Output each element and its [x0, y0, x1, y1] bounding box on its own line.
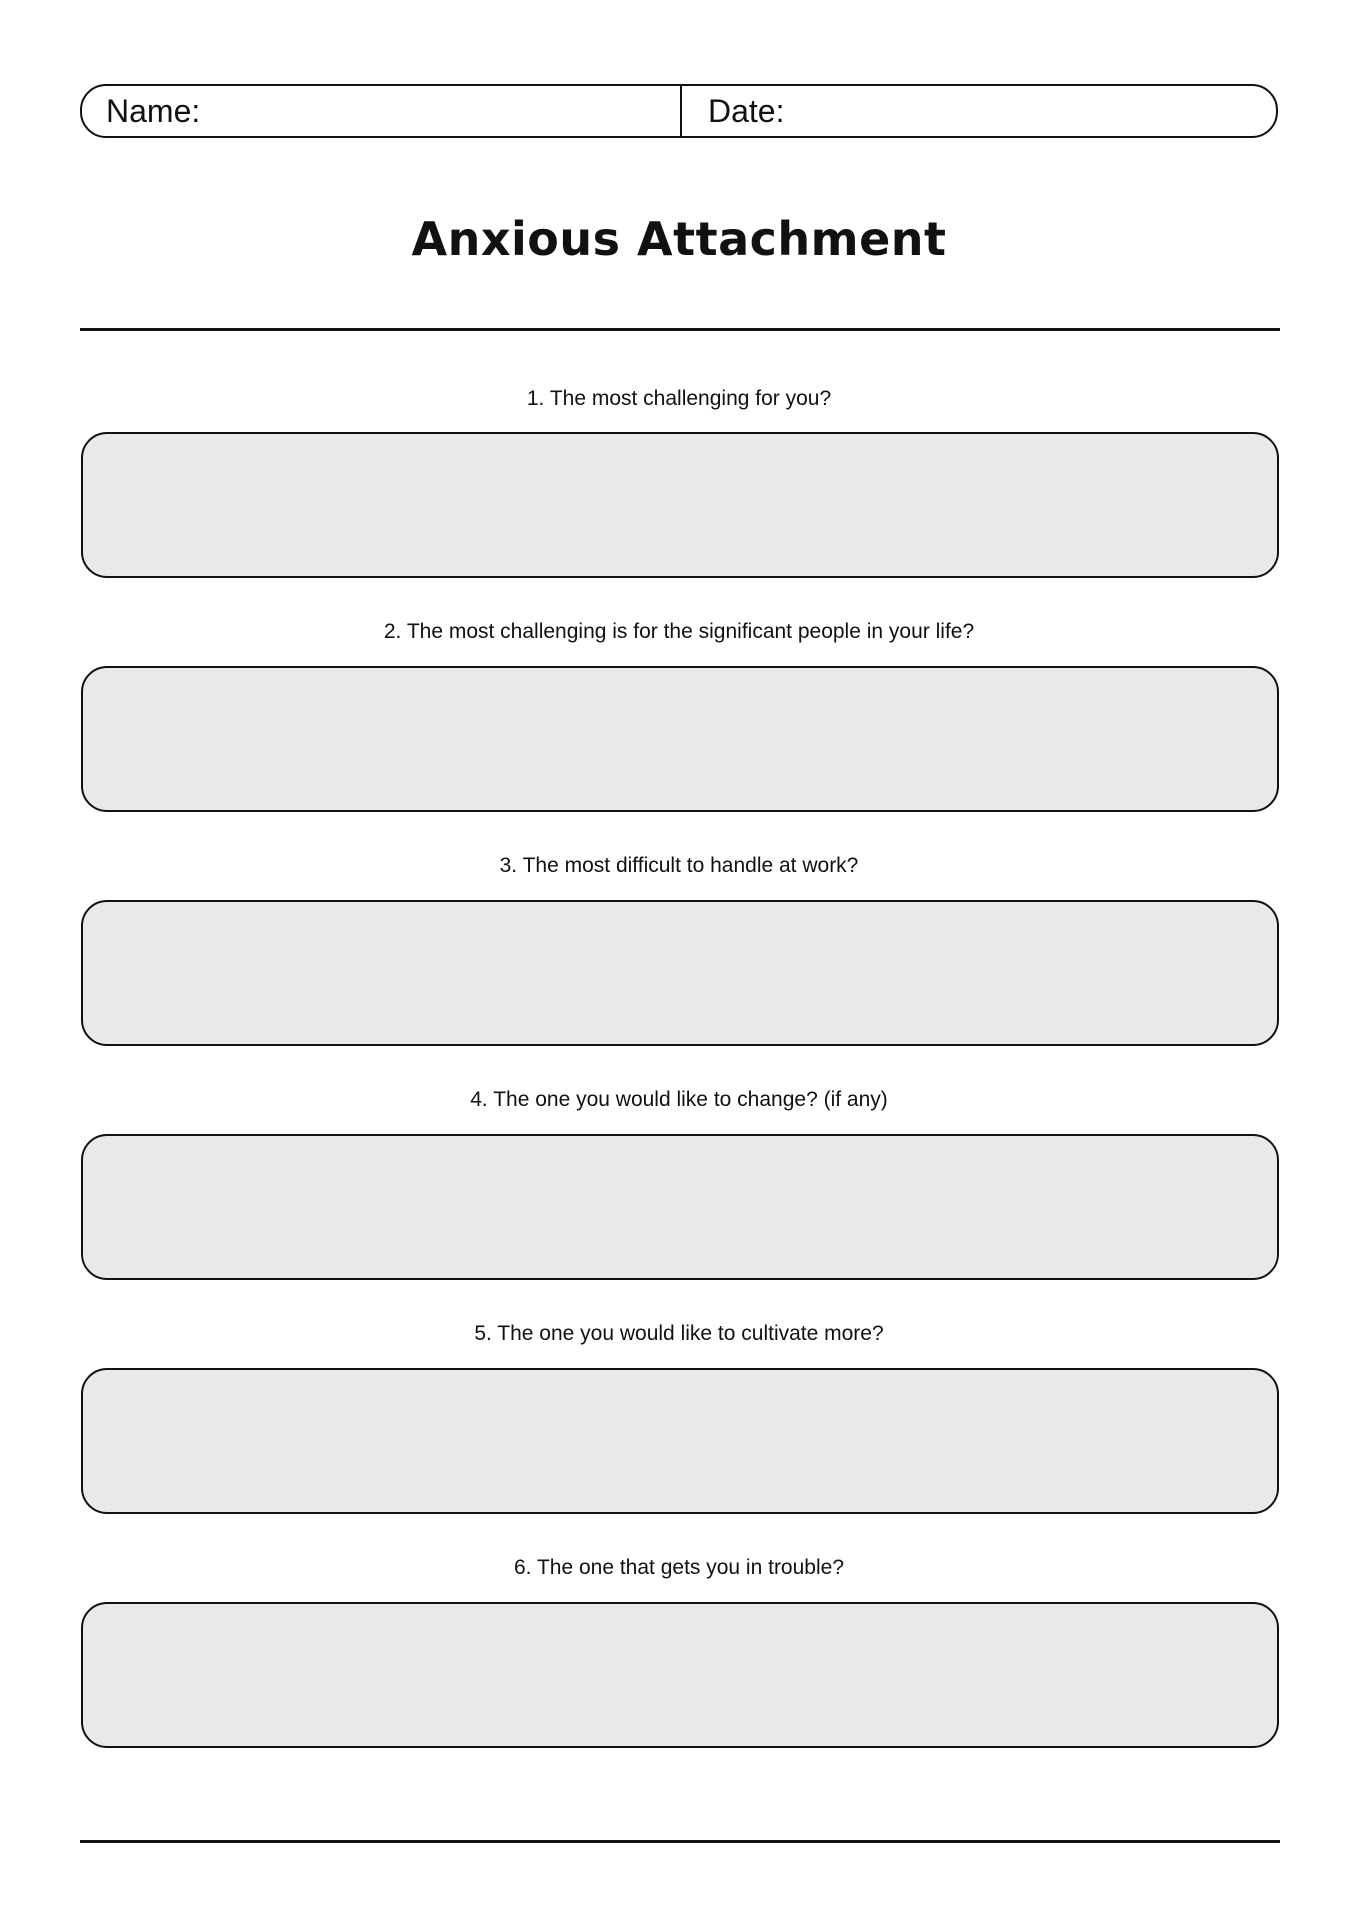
name-field[interactable] — [82, 86, 682, 136]
question-6-answer-box[interactable] — [81, 1602, 1279, 1748]
question-1-label: 1. The most challenging for you? — [526, 387, 832, 410]
question-6-label: 6. The one that gets you in trouble? — [513, 1556, 844, 1579]
page-title: Anxious Attachment — [411, 212, 947, 266]
question-5-answer-box[interactable] — [81, 1368, 1279, 1514]
question-1-answer-box[interactable] — [81, 432, 1279, 578]
date-field[interactable] — [682, 86, 1276, 136]
date-label: Date: — [708, 92, 785, 129]
question-4-label: 4. The one you would like to change? (if any) — [470, 1088, 888, 1111]
question-5-label: 5. The one you would like to cultivate more? — [474, 1322, 884, 1345]
question-3-label: 3. The most difficult to handle at work? — [499, 854, 859, 877]
question-2-label: 2. The most challenging is for the significant people in your life? — [383, 620, 975, 643]
name-date-bar — [80, 84, 1278, 138]
name-label: Name: — [106, 92, 201, 129]
bottom-divider — [80, 1840, 1280, 1843]
question-3-answer-box[interactable] — [81, 900, 1279, 1046]
top-divider — [80, 328, 1280, 331]
question-2-answer-box[interactable] — [81, 666, 1279, 812]
question-4-answer-box[interactable] — [81, 1134, 1279, 1280]
